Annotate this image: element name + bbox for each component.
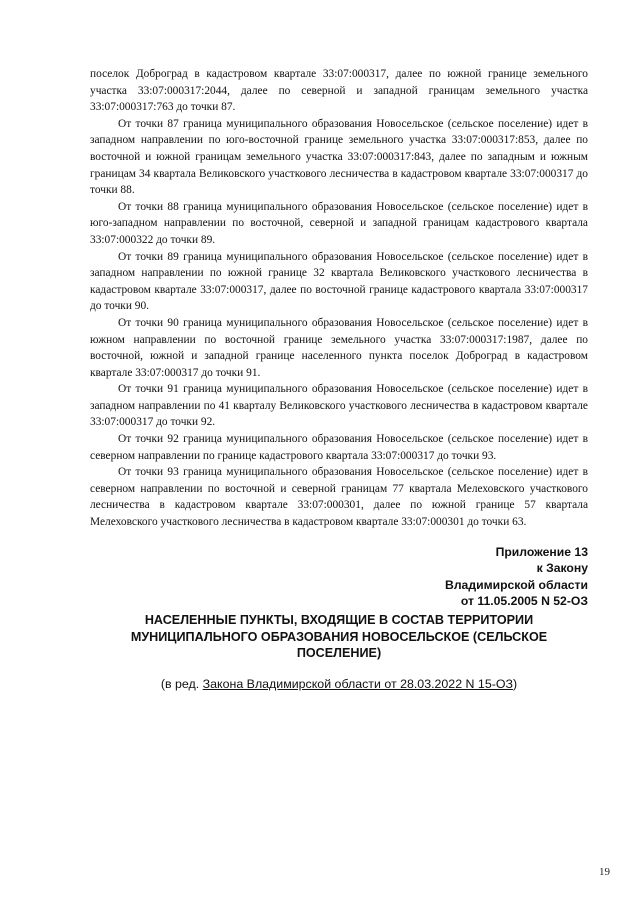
- body-paragraph: поселок Доброград в кадастровом квартале 33:07:000317, далее по южной границе земельного участка 33:07:000317:2044, далее по северной и западной границам земельного участка 33:07:000317:763 до точки 87.: [90, 68, 588, 114]
- appendix-law-ref: к Закону: [536, 561, 588, 576]
- section-title-line: МУНИЦИПАЛЬНОГО ОБРАЗОВАНИЯ НОВОСЕЛЬСКОЕ (СЕЛЬСКОЕ: [130, 629, 548, 644]
- body-paragraph: От точки 88 граница муниципального образования Новосельское (сельское поселение) идет в юго-западном направлении по восточной, северной и западной границам кадастрового квартала 33:07:000322 до точки 89.: [90, 200, 588, 246]
- amendment-prefix: (в ред.: [160, 677, 203, 691]
- body-paragraph: От точки 89 граница муниципального образования Новосельское (сельское поселение) идет в западном направлении по южной границе 32 квартала Великовского участкового лесничества в кадастровом квартале 33:07:000317, далее по восточной границе кадастрового квартала 33:07:000317 до точки 90.: [90, 250, 588, 313]
- amendment-note: [100, 676, 578, 692]
- body-paragraph: От точки 92 граница муниципального образования Новосельское (сельское поселение) идет в северном направлении по границе кадастрового квартала 33:07:000317 до точки 93.: [90, 433, 588, 462]
- amendment-suffix: ): [512, 677, 518, 691]
- appendix-region: Владимирской области: [445, 577, 588, 592]
- body-paragraph: От точки 93 граница муниципального образования Новосельское (сельское поселение) идет в северном направлении по восточной и северной границам 77 квартала Мелеховского участкового лесничества в кадастровом квартале 33:07:000301, далее по южной границе 57 квартала Мелеховского участкового лесничества в кадастровом квартале 33:07:000301 до точки 63.: [90, 466, 588, 529]
- section-title-line: ПОСЕЛЕНИЕ): [296, 646, 382, 661]
- body-paragraph: От точки 90 граница муниципального образования Новосельское (сельское поселение) идет в южном направлении по восточной границе земельного участка 33:07:000317:1987, далее по восточной, южной и западной границе населенного пункта поселок Доброград в кадастровом квартале 33:07:000317 до точки 91.: [90, 316, 588, 379]
- amendment-law-link[interactable]: Закона Владимирской области от 28.03.2022 N 15-ОЗ: [202, 677, 513, 691]
- appendix-header: [445, 544, 588, 610]
- body-paragraph: От точки 91 граница муниципального образования Новосельское (сельское поселение) идет в западном направлении по 41 кварталу Великовского участкового лесничества в кадастровом квартале 33:07:000317 до точки 92.: [90, 383, 588, 429]
- appendix-number: Приложение 13: [495, 545, 588, 559]
- body-paragraph: От точки 87 граница муниципального образования Новосельское (сельское поселение) идет в западном направлении по юго-восточной границе земельного участка 33:07:000317:853, далее по восточной и южной границам земельного участка 33:07:000317:843, далее по западным и южным границам 34 квартала Великовского участкового лесничества в кадастровом квартале 33:07:000317 до точки 88.: [90, 117, 588, 197]
- section-title: [100, 612, 578, 662]
- body-text: [90, 66, 588, 531]
- page-number: 19: [599, 866, 610, 878]
- appendix-law-date: от 11.05.2005 N 52-ОЗ: [460, 594, 588, 609]
- section-title-line: НАСЕЛЕННЫЕ ПУНКТЫ, ВХОДЯЩИЕ В СОСТАВ ТЕРРИТОРИИ: [144, 613, 534, 627]
